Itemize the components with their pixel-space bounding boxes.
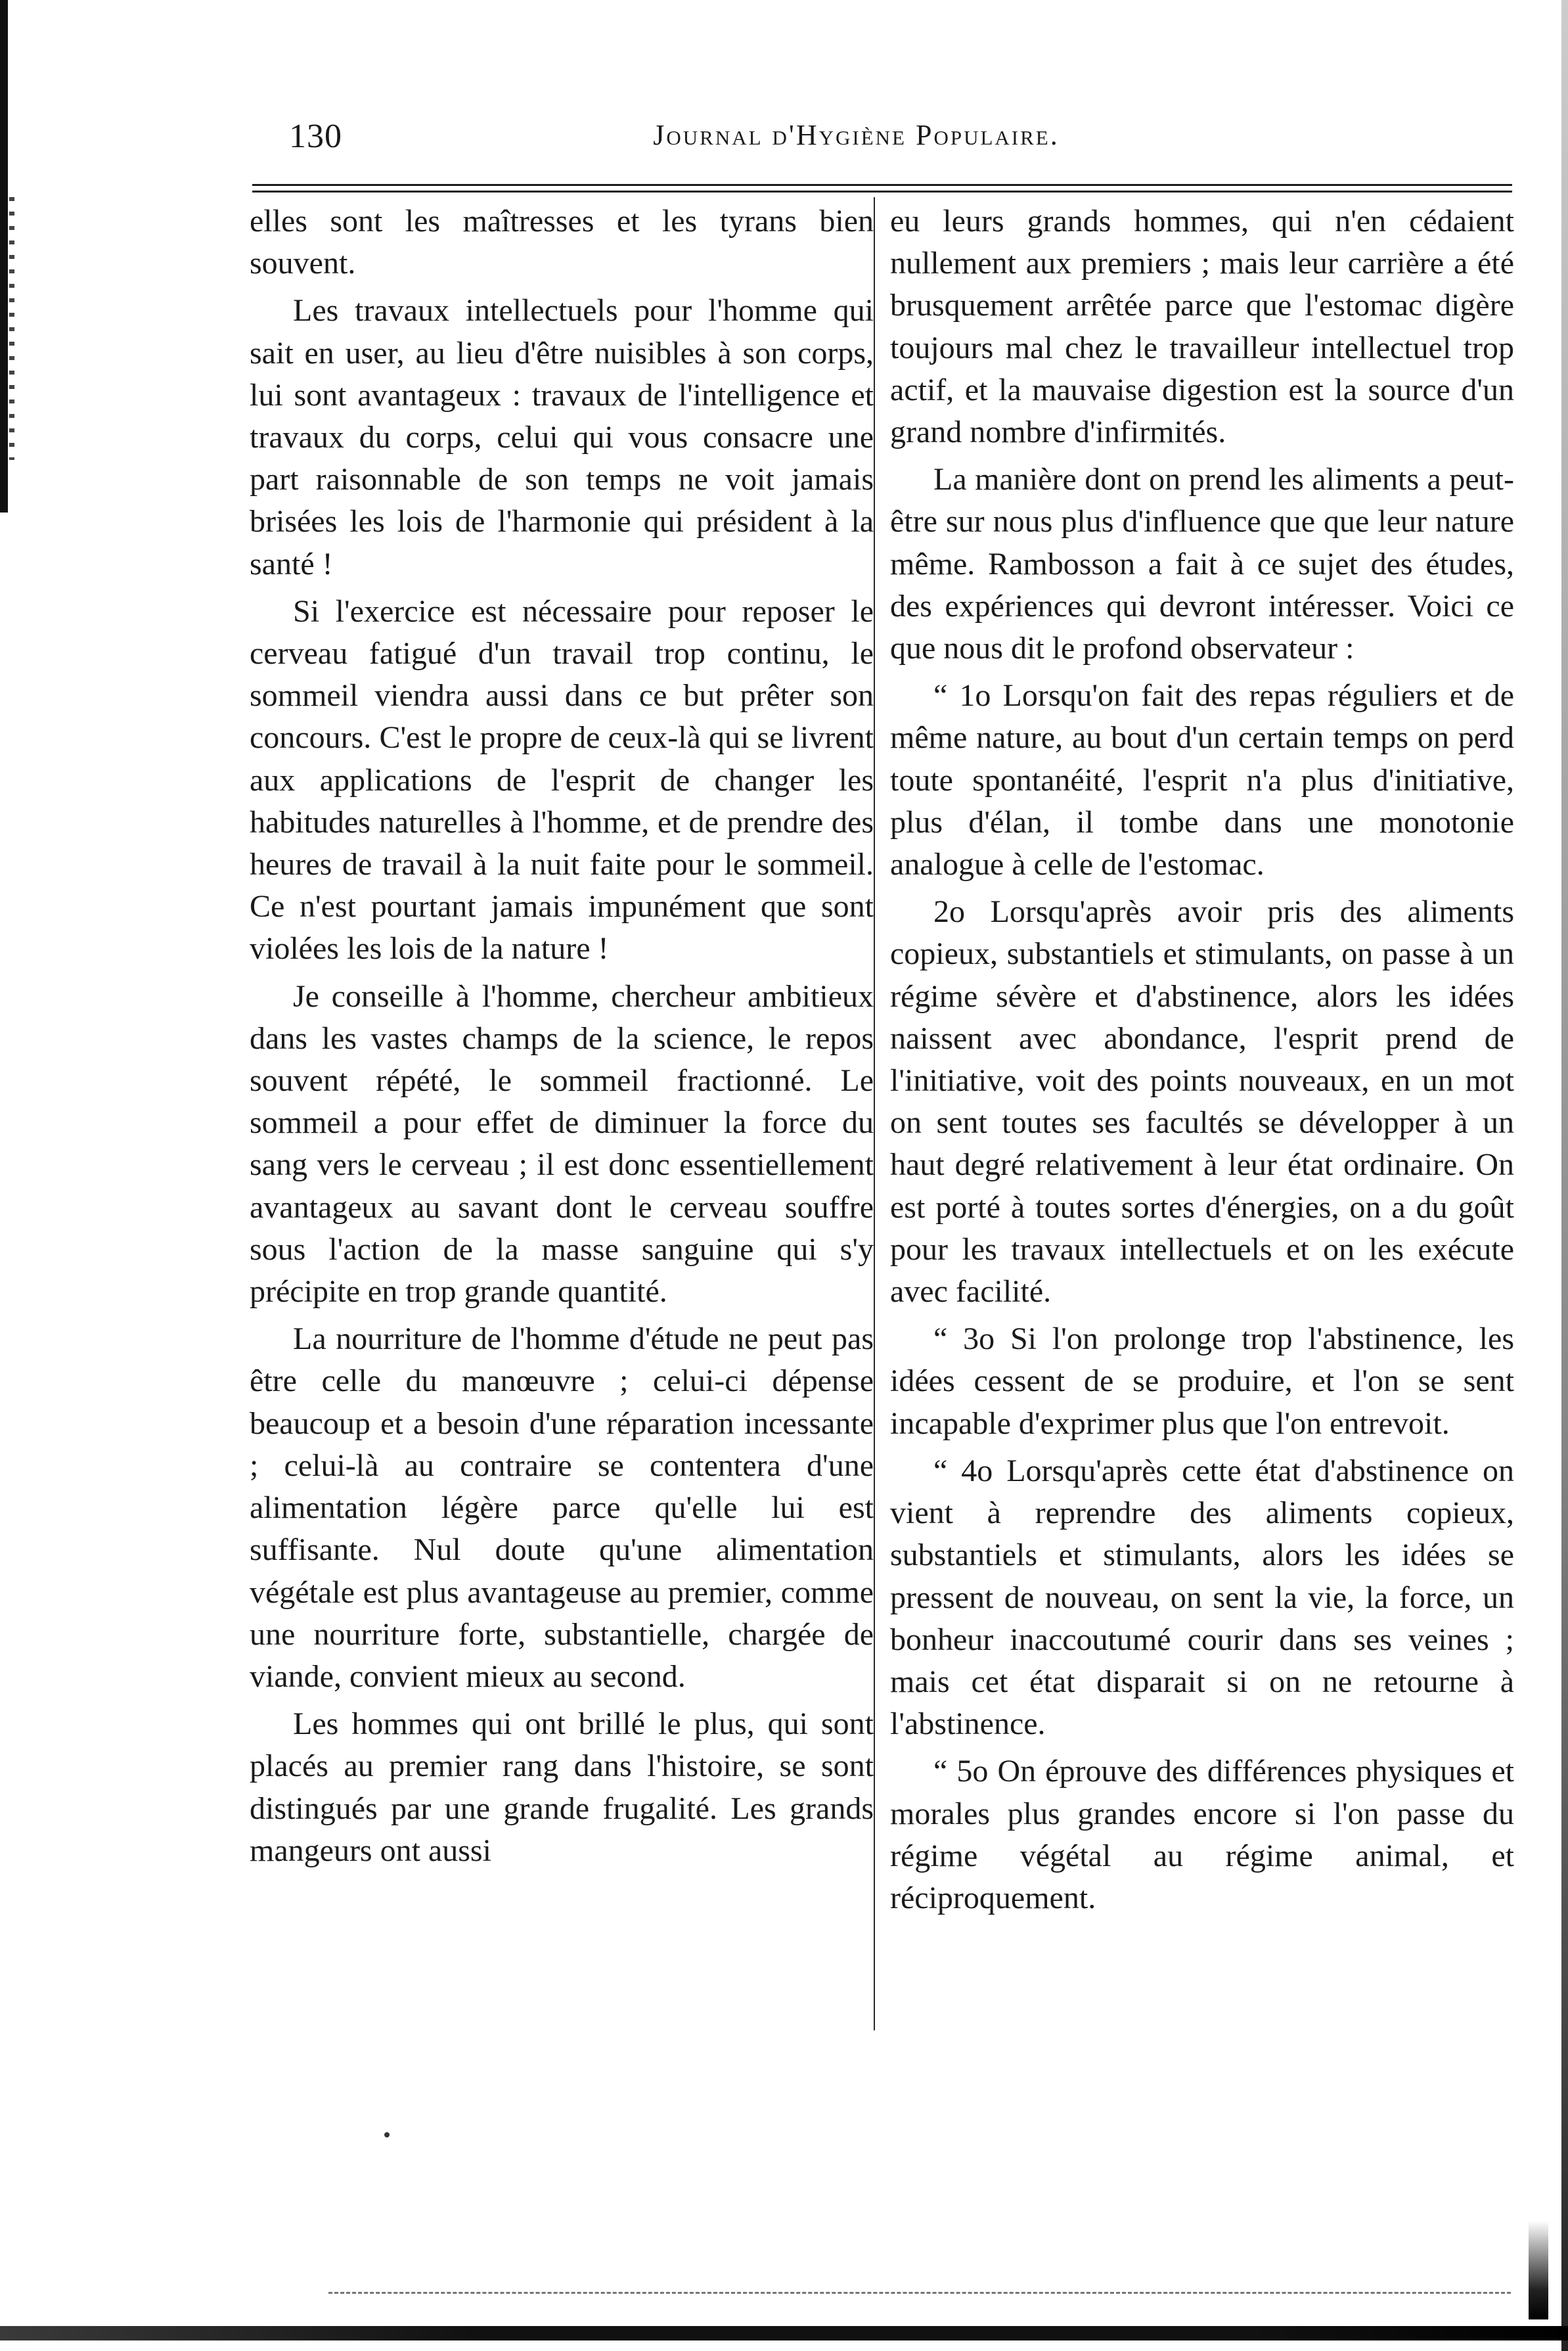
right-paragraph-7: “ 5o On éprouve des différences physiques et morales plus grandes encore si l'on passe du régime végétal au régime animal, et réciproquement. <box>890 1754 1514 1915</box>
left-column <box>250 200 874 1877</box>
left-paragraph-6: Les hommes qui ont brillé le plus, qui sont placés au premier rang dans l'histoire, se sont distingués par une grande frugalité. Les grands mangeurs ont aussi <box>250 1706 874 1868</box>
column-divider <box>874 197 875 2030</box>
scan-right-edge <box>1561 0 1568 2351</box>
right-paragraph-2: La manière dont on prend les aliments a peut-être sur nous plus d'influence que que leur nature même. Rambosson a fait à ce sujet des études, des expériences qui devront intéresser. Voici ce que nous dit le profond observateur : <box>890 462 1514 666</box>
right-paragraph-3: “ 1o Lorsqu'on fait des repas réguliers et de même nature, au bout d'un certain temps on perd toute spontanéité, l'esprit n'a plus d'initiative, plus d'élan, il tombe dans une monotonie analogue à celle de l'estomac. <box>890 678 1514 882</box>
left-paragraph-3: Si l'exercice est nécessaire pour reposer le cerveau fatigué d'un travail trop continu, le sommeil viendra aussi dans ce but prêter son concours. C'est le propre de ceux-là qui se livrent aux applications de l'esprit de changer les habitudes naturelles à l'homme, et de prendre des heures de travail à la nuit faite pour le sommeil. Ce n'est pourtant jamais impunément que sont violées les lois de la nature ! <box>250 593 874 967</box>
scan-left-edge <box>0 0 8 513</box>
scan-left-marks <box>9 197 14 460</box>
scan-corner-mark <box>1529 2221 1548 2319</box>
ink-dot <box>384 2132 390 2137</box>
header-rule-bottom <box>252 191 1512 193</box>
right-paragraph-5: “ 3o Si l'on prolonge trop l'abstinence, les idées cessent de se produire, et l'on se sent incapable d'exprimer plus que l'on entrevoit. <box>890 1321 1514 1441</box>
right-column <box>890 200 1514 1925</box>
left-paragraph-1: elles sont les maîtresses et les tyrans bien souvent. <box>250 204 874 281</box>
page-number: 130 <box>289 118 342 155</box>
scan-bottom-noise <box>328 2292 1511 2298</box>
left-paragraph-4: Je conseille à l'homme, chercheur ambitieux dans les vastes champs de la science, le repos souvent répété, le sommeil fractionné. Le sommeil a pour effet de diminuer la force du sang vers le cerveau ; il est donc essentiellement avantageux au savant dont le cerveau souffre sous l'action de la masse sanguine qui s'y précipite en trop grande quantité. <box>250 978 874 1310</box>
right-paragraph-1: eu leurs grands hommes, qui n'en cédaient nullement aux premiers ; mais leur carrière a été brusquement arrêtée parce que l'estomac digère toujours mal chez le travailleur intellectuel trop actif, et la mauvaise digestion est la source d'un grand nombre d'infirmités. <box>890 204 1514 450</box>
left-paragraph-5: La nourriture de l'homme d'étude ne peut pas être celle du manœuvre ; celui-ci dépense beaucoup et a besoin d'une réparation incessante ; celui-là au contraire se contentera d'une alimentation légère parce qu'elle lui est suffisante. Nul doute qu'une alimentation végétale est plus avantageuse au premier, comme une nourriture forte, substantielle, chargée de viande, convient mieux au second. <box>250 1321 874 1694</box>
right-paragraph-6: “ 4o Lorsqu'après cette état d'abstinence on vient à reprendre des aliments copieux, substantiels et stimulants, alors les idées se pressent de nouveau, on sent la vie, la force, un bonheur inaccoutumé courir dans ses veines ; mais cet état disparait si on ne retourne à l'abstinence. <box>890 1453 1514 1742</box>
right-paragraph-4: 2o Lorsqu'après avoir pris des aliments copieux, substantiels et stimulants, on passe à un régime sévère et d'abstinence, alors les idées naissent avec abondance, l'esprit prend de l'initiative, voit des points nouveaux, en un mot on sent toutes ses facultés se développer à un haut degré relativement à leur état ordinaire. On est porté à toutes sortes d'énergies, on a du goût pour les travaux intellectuels et on les exécute avec facilité. <box>890 894 1514 1310</box>
left-paragraph-2: Les travaux intellectuels pour l'homme qui sait en user, au lieu d'être nuisibles à son corps, lui sont avantageux : travaux de l'intelligence et travaux du corps, celui qui vous consacre une part raisonnable de son temps ne voit jamais brisées les lois de l'harmonie qui président à la santé ! <box>250 293 874 582</box>
running-head: Journal d'Hygiène Populaire. <box>653 119 1060 151</box>
scan-bottom-bar <box>0 2326 1568 2340</box>
header-rule-top <box>252 184 1512 186</box>
